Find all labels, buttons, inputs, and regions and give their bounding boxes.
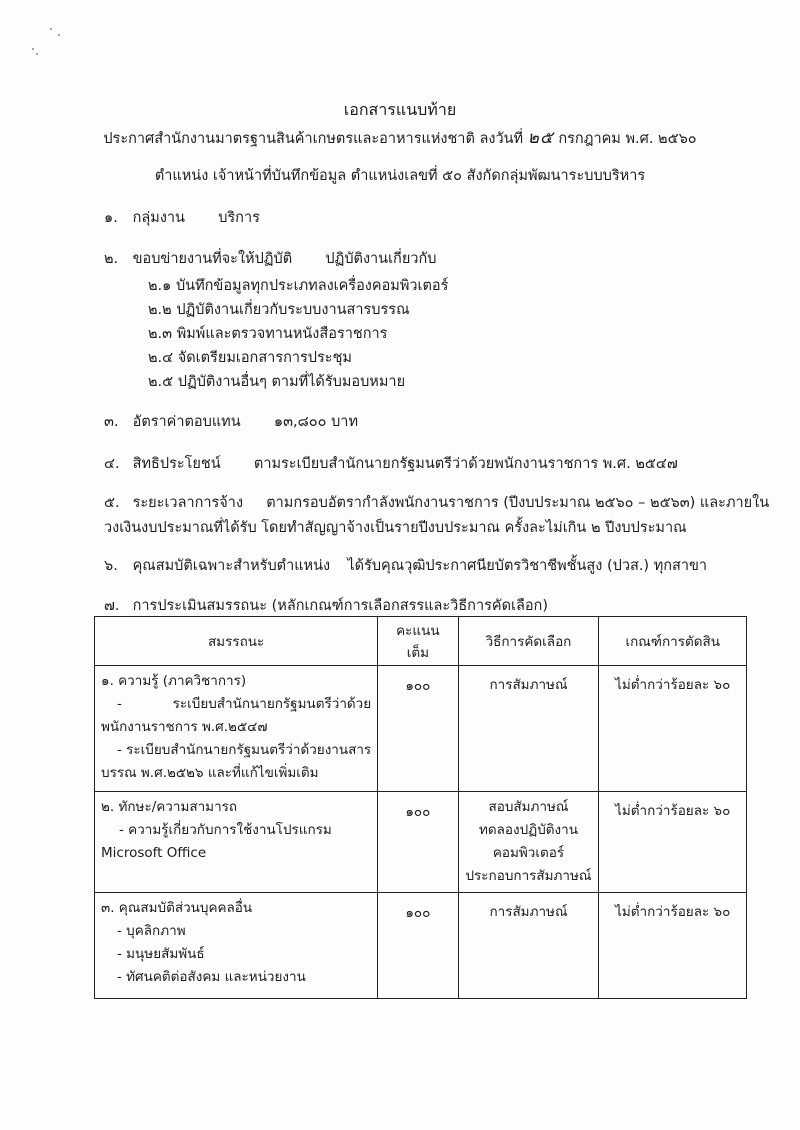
criteria-text: ไม่ต่ำกว่าร้อยละ ๖๐ [615,803,731,819]
criteria-text: ไม่ต่ำกว่าร้อยละ ๖๐ [615,677,731,693]
method-text: สอบสัมภาษณ์ [488,799,569,815]
section-label: คุณสมบัติเฉพาะสำหรับตำแหน่ง [132,558,331,574]
competency-title: ๓. คุณสมบัติส่วนบุคคลอื่น [101,900,253,916]
section-value: ตามระเบียบสำนักนายกรัฐมนตรีว่าด้วยพนักงานราชการ พ.ศ. ๒๕๔๗ [253,456,678,472]
announcement-text: ประกาศสำนักงานมาตรฐานสินค้าเกษตรและอาหารแห่งชาติ ลงวันที่ [103,131,524,147]
section-label: การประเมินสมรรถนะ (หลักเกณฑ์การเลือกสรรและวิธีการคัดเลือก) [132,598,548,614]
header-score-line: คะแนน [396,623,440,639]
scan-speck [32,48,34,50]
section-label: ขอบข่ายงานที่จะให้ปฏิบัติ [132,251,293,267]
competency-detail: บรรณ พ.ศ.๒๕๒๖ และที่แก้ไขเพิ่มเติม [101,765,319,781]
header-full-score [378,617,458,666]
header-score-line: เต็ม [406,645,429,661]
method-text: ทดลองปฏิบัติงาน [478,822,578,838]
section-number: ๒. [104,251,119,267]
competency-cell [95,792,378,893]
duty-item: ๒.๓ พิมพ์และตรวจทานหนังสือราชการ [148,326,388,342]
method-cell [458,666,599,792]
competency-cell [95,666,378,792]
criteria-text: ไม่ต่ำกว่าร้อยละ ๖๐ [615,904,731,920]
section-label: สิทธิประโยชน์ [132,456,221,472]
section-6 [104,554,707,577]
method-text: การสัมภาษณ์ [489,904,568,920]
method-cell [458,792,599,893]
section-2 [104,247,436,270]
competency-detail: - ความรู้เกี่ยวกับการใช้งานโปรแกรม [119,822,332,838]
criteria-cell [599,792,747,893]
section-label: ระยะเวลาการจ้าง [132,495,244,511]
criteria-cell [599,666,747,792]
duty-item: ๒.๒ ปฏิบัติงานเกี่ยวกับระบบงานสารบรรณ [148,302,410,318]
competency-detail: - ระเบียบสำนักนายกรัฐมนตรีว่าด้วย [117,696,372,712]
section-value: บริการ [218,210,260,226]
duty-item: ๒.๑ บันทึกข้อมูลทุกประเภทลงเครื่องคอมพิวเตอร์ [148,278,449,294]
competency-detail: - ทัศนคติต่อสังคม และหน่วยงาน [117,969,306,985]
competency-title: ๑. ความรู้ (ภาควิชาการ) [101,673,247,689]
method-cell [458,893,599,999]
header-competency: สมรรถนะ [95,617,378,666]
score-cell: ๑๐๐ [378,893,458,999]
header-criteria: เกณฑ์การตัดสิน [599,617,747,666]
section-label: กลุ่มงาน [132,210,185,226]
section-1 [104,206,260,229]
method-text: ประกอบการสัมภาษณ์ [465,868,592,884]
score-cell: ๑๐๐ [378,666,458,792]
table-row [95,666,747,792]
score-cell: ๑๐๐ [378,792,458,893]
competency-detail: - มนุษยสัมพันธ์ [117,946,205,962]
section-number: ๗. [104,598,120,614]
document-title: เอกสารแนบท้าย [343,100,457,119]
section-3 [104,410,358,433]
section-5-continuation: วงเงินงบประมาณที่ได้รับ โดยทำสัญญาจ้างเป็นรายปีงบประมาณ ครั้งละไม่เกิน ๒ ปีงบประมาณ [104,520,687,536]
competency-cell [95,893,378,999]
section-value: ได้รับคุณวุฒิประกาศนียบัตรวิชาชีพชั้นสูง (ปวส.) ทุกสาขา [347,558,708,574]
competency-detail: - บุคลิกภาพ [117,923,186,939]
section-number: ๖. [104,558,118,574]
competency-detail: Microsoft Office [101,845,207,861]
method-text: คอมพิวเตอร์ [492,845,565,861]
section-7 [104,594,548,617]
competency-detail: พนักงานราชการ พ.ศ.๒๕๔๗ [101,719,268,735]
section-label: อัตราค่าตอบแทน [132,414,241,430]
section-4 [104,452,678,475]
scan-speck [50,28,52,30]
scan-specks [28,22,68,62]
section-value: ตามกรอบอัตรากำลังพนักงานราชการ (ปีงบประมาณ ๒๕๖๐ – ๒๕๖๓) และภายใน [266,495,770,511]
table-header-row [95,617,747,666]
section-number: ๔. [104,456,120,472]
announcement-date: กรกฎาคม พ.ศ. ๒๕๖๐ [558,131,697,147]
scan-speck [36,53,38,55]
table-row [95,893,747,999]
method-text: การสัมภาษณ์ [489,677,568,693]
section-number: ๕. [104,495,120,511]
handwritten-date-day: ๒๕ [527,128,554,148]
section-5 [104,491,769,514]
section-number: ๑. [104,210,118,226]
competency-detail: - ระเบียบสำนักนายกรัฐมนตรีว่าด้วยงานสาร [117,742,372,758]
competency-title: ๒. ทักษะ/ความสามารถ [101,799,238,815]
scan-speck [58,34,60,36]
competency-table [94,616,747,999]
header-method: วิธีการคัดเลือก [458,617,599,666]
criteria-cell [599,893,747,999]
section-value: ปฏิบัติงานเกี่ยวกับ [325,251,437,267]
position-line: ตำแหน่ง เจ้าหน้าที่บันทึกข้อมูล ตำแหน่งเลขที่ ๕๐ สังกัดกลุ่มพัฒนาระบบบริหาร [154,168,646,184]
section-number: ๓. [104,414,119,430]
duty-item: ๒.๕ ปฏิบัติงานอื่นๆ ตามที่ได้รับมอบหมาย [148,374,406,390]
table-row [95,792,747,893]
section-value: ๑๓,๘๐๐ บาท [273,414,359,430]
announcement-line [0,124,800,151]
duty-item: ๒.๔ จัดเตรียมเอกสารการประชุม [148,350,352,366]
